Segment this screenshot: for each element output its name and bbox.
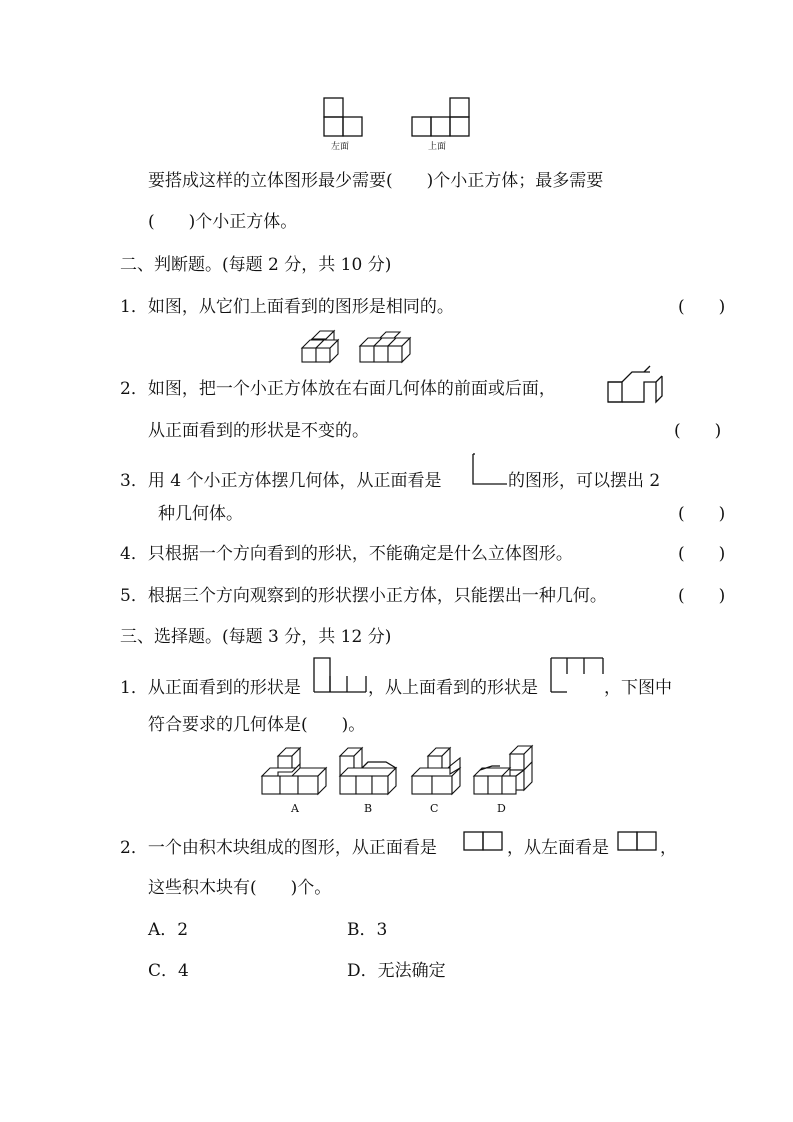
s3-q2-option-d[interactable]: D．无法确定 <box>347 961 446 981</box>
s3-q2-option-a[interactable]: A．2 <box>148 920 189 940</box>
top-question-line1: 要搭成这样的立体图形最少需要( )个小正方体；最多需要 <box>148 171 604 191</box>
s3-q1-option-c-label[interactable]: C <box>430 802 439 815</box>
s2-q1-text: 1．如图，从它们上面看到的图形是相同的。 <box>120 297 454 317</box>
s3-q2-text-a2: ，从左面看是 <box>507 838 609 858</box>
s3-q2-text-a3: ， <box>660 838 677 858</box>
s3-q1-top-view-figure <box>549 656 605 696</box>
s2-q5-answer-paren[interactable]: ( ) <box>678 586 726 606</box>
s2-q2-answer-paren[interactable]: ( ) <box>674 421 722 441</box>
s2-q2-text-a: 2．如图，把一个小正方体放在右面几何体的前面或后面， <box>120 379 556 399</box>
s3-q1-text-a2: ，从上面看到的形状是 <box>368 678 538 698</box>
top-view-caption: 上面 <box>428 142 447 152</box>
s3-q2-front-view-figure <box>462 830 506 852</box>
s3-q2-text-a: 2．一个由积木块组成的图形，从正面看是 <box>120 838 437 858</box>
s2-q3-answer-paren[interactable]: ( ) <box>678 504 726 524</box>
s3-q1-option-solids-figure <box>260 744 536 798</box>
s3-q1-text-b: 符合要求的几何体是( )。 <box>148 715 366 735</box>
top-view-figure <box>410 96 472 138</box>
s2-q1-answer-paren[interactable]: ( ) <box>678 297 726 317</box>
s2-q3-front-view-figure <box>471 452 511 488</box>
s2-q1-solids-figure <box>300 326 416 366</box>
s3-q1-front-view-figure <box>312 656 368 696</box>
s3-q2-option-b[interactable]: B．3 <box>347 920 388 940</box>
s3-q1-option-a-label[interactable]: A <box>291 802 299 815</box>
s3-q2-text-b: 这些积木块有( )个。 <box>148 878 332 898</box>
section2-heading: 二、判断题。(每题 2 分，共 10 分) <box>120 255 392 275</box>
left-view-caption: 左面 <box>331 142 350 152</box>
left-view-figure <box>322 96 366 138</box>
s2-q4-answer-paren[interactable]: ( ) <box>678 544 726 564</box>
s2-q5-text: 5．根据三个方向观察到的形状摆小正方体，只能摆出一种几何。 <box>120 586 607 606</box>
s3-q1-text-a: 1．从正面看到的形状是 <box>120 678 301 698</box>
s2-q2-text-b: 从正面看到的形状是不变的。 <box>148 421 369 441</box>
section3-heading: 三、选择题。(每题 3 分，共 12 分) <box>120 627 392 647</box>
s2-q4-text: 4．只根据一个方向看到的形状，不能确定是什么立体图形。 <box>120 544 573 564</box>
s2-q3-text-a: 3．用 4 个小正方体摆几何体，从正面看是 <box>120 471 442 491</box>
s3-q1-text-a3: ，下图中 <box>604 678 672 698</box>
s3-q2-option-c[interactable]: C．4 <box>148 961 189 981</box>
s3-q1-option-d-label[interactable]: D <box>497 802 506 815</box>
top-question-line2: ( )个小正方体。 <box>148 212 298 232</box>
s2-q2-solid-figure <box>604 362 666 406</box>
s2-q3-text-a2: 的图形，可以摆出 2 <box>508 471 661 491</box>
s2-q3-text-b: 种几何体。 <box>158 504 243 524</box>
s3-q2-left-view-figure <box>616 830 660 852</box>
s3-q1-option-b-label[interactable]: B <box>364 802 373 815</box>
